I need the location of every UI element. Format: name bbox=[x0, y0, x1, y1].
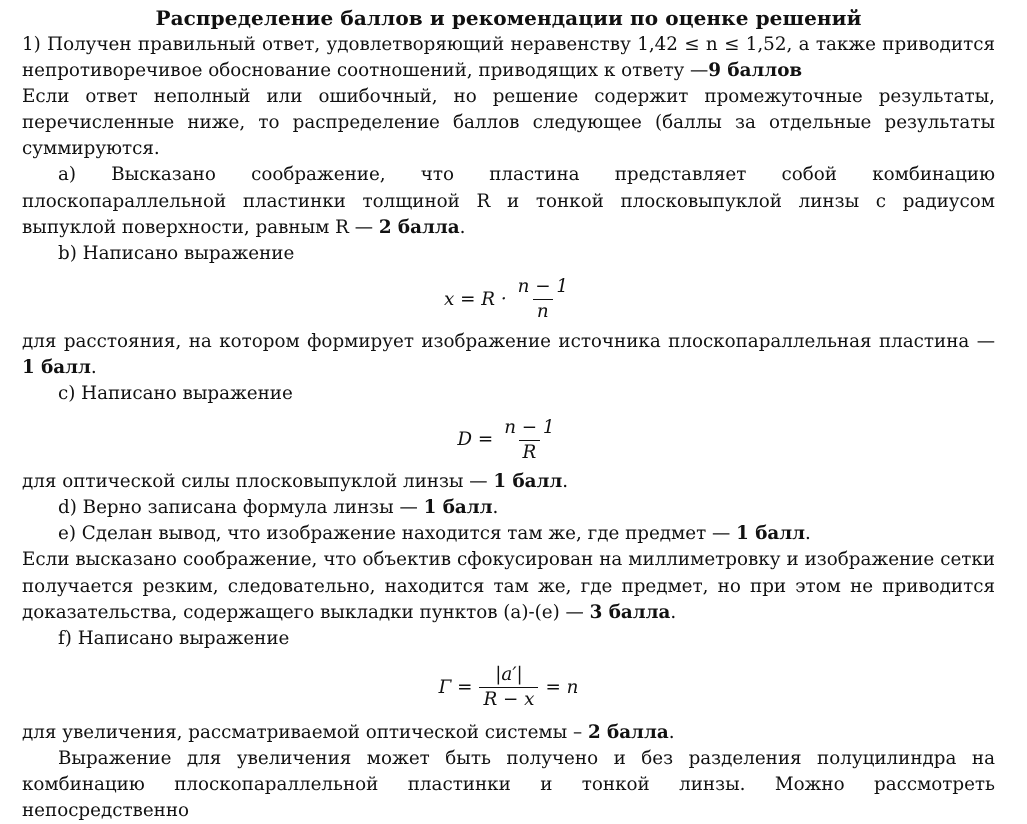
item-d-points: 1 балл bbox=[423, 497, 493, 519]
item-b-points: 1 балл bbox=[22, 356, 91, 378]
criterion-text: 1) Получен правильный ответ, удовлетворяющий неравенству 1,42 ≤ n ≤ 1,52, а также приводится непротиворечивое обоснование соотношений, приводящих к ответу — bbox=[22, 34, 995, 82]
equation-d-lhs: D = bbox=[457, 429, 494, 451]
item-e-points: 1 балл bbox=[736, 523, 806, 545]
partial-answer-intro: Если ответ неполный или ошибочный, но решение содержит промежуточные результаты, перечисленные ниже, то распределение баллов следующее (баллы за отдельные результаты суммируются. bbox=[22, 86, 995, 160]
equation-d-fraction bbox=[500, 416, 558, 465]
equation-x-lhs: x = R · bbox=[444, 288, 507, 310]
criterion-full-answer bbox=[22, 32, 995, 84]
item-c bbox=[22, 469, 995, 495]
page-title: Распределение баллов и рекомендации по оценке решений bbox=[155, 6, 862, 30]
item-a-end: . bbox=[459, 216, 466, 238]
points-label: 9 баллов bbox=[708, 60, 803, 82]
item-a bbox=[22, 162, 995, 240]
item-b-lead: b) Написано выражение bbox=[58, 242, 295, 264]
item-e bbox=[22, 521, 995, 547]
item-a-text: a) Высказано соображение, что пластина представляет собой комбинацию плоскопараллельной пластинки толщиной R и тонкой плосковыпуклой линзы с радиусом выпуклой поверхности, равным R — bbox=[22, 164, 995, 238]
focus-criterion-text: Если высказано соображение, что объектив сфокусирован на миллиметровку и изображение сетки получается резким, следовательно, находится там же, где предмет, но при этом не приводится доказательства, содержащего выкладки пунктов (a)-(e) — bbox=[22, 549, 995, 623]
item-b-text: для расстояния, на котором формирует изображение источника плоскопараллельная пластина — bbox=[22, 330, 995, 352]
item-e-text: e) Сделан вывод, что изображение находится там же, где предмет — bbox=[58, 523, 731, 545]
equation-gamma-lhs: Γ = bbox=[438, 676, 473, 698]
item-d bbox=[22, 495, 995, 521]
equation-d bbox=[22, 411, 995, 469]
focus-criterion bbox=[22, 547, 995, 625]
focus-criterion-end: . bbox=[670, 601, 677, 623]
item-f bbox=[22, 720, 995, 746]
equation-x-fraction bbox=[514, 275, 572, 324]
item-e-end: . bbox=[805, 523, 811, 545]
item-f-text: для увеличения, рассматриваемой оптической системы – bbox=[22, 721, 583, 743]
focus-criterion-points: 3 балла bbox=[589, 601, 671, 623]
item-c-end: . bbox=[562, 471, 569, 493]
item-c-text: для оптической силы плосковыпуклой линзы — bbox=[22, 471, 488, 493]
equation-gamma-fraction bbox=[479, 663, 538, 712]
item-b-end: . bbox=[90, 356, 97, 378]
item-f-points: 2 балла bbox=[587, 721, 669, 743]
equation-d-denominator: R bbox=[519, 440, 541, 465]
item-d-end: . bbox=[492, 497, 499, 519]
item-a-points: 2 балла bbox=[378, 216, 460, 238]
equation-d-numerator: n − 1 bbox=[504, 416, 555, 438]
item-d-text: d) Верно записана формула линзы — bbox=[58, 497, 418, 519]
equation-gamma bbox=[22, 656, 995, 720]
item-c-lead: c) Написано выражение bbox=[58, 383, 293, 405]
equation-x-denominator: n bbox=[533, 299, 553, 324]
item-f-end: . bbox=[668, 721, 675, 743]
item-c-points: 1 балл bbox=[493, 471, 563, 493]
equation-x-numerator: n − 1 bbox=[517, 276, 568, 298]
equation-x bbox=[22, 271, 995, 329]
closing-paragraph: Выражение для увеличения может быть получено и без разделения полуцилиндра на комбинацию плоскопараллельной пластинки и тонкой линзы. Можно рассмотреть непосредственно bbox=[22, 747, 995, 822]
item-b bbox=[22, 329, 995, 381]
equation-gamma-rhs: = n bbox=[545, 676, 579, 698]
equation-gamma-denominator: R − x bbox=[479, 687, 538, 712]
item-f-lead: f) Написано выражение bbox=[58, 627, 290, 649]
equation-gamma-numerator: |a′| bbox=[495, 664, 523, 686]
